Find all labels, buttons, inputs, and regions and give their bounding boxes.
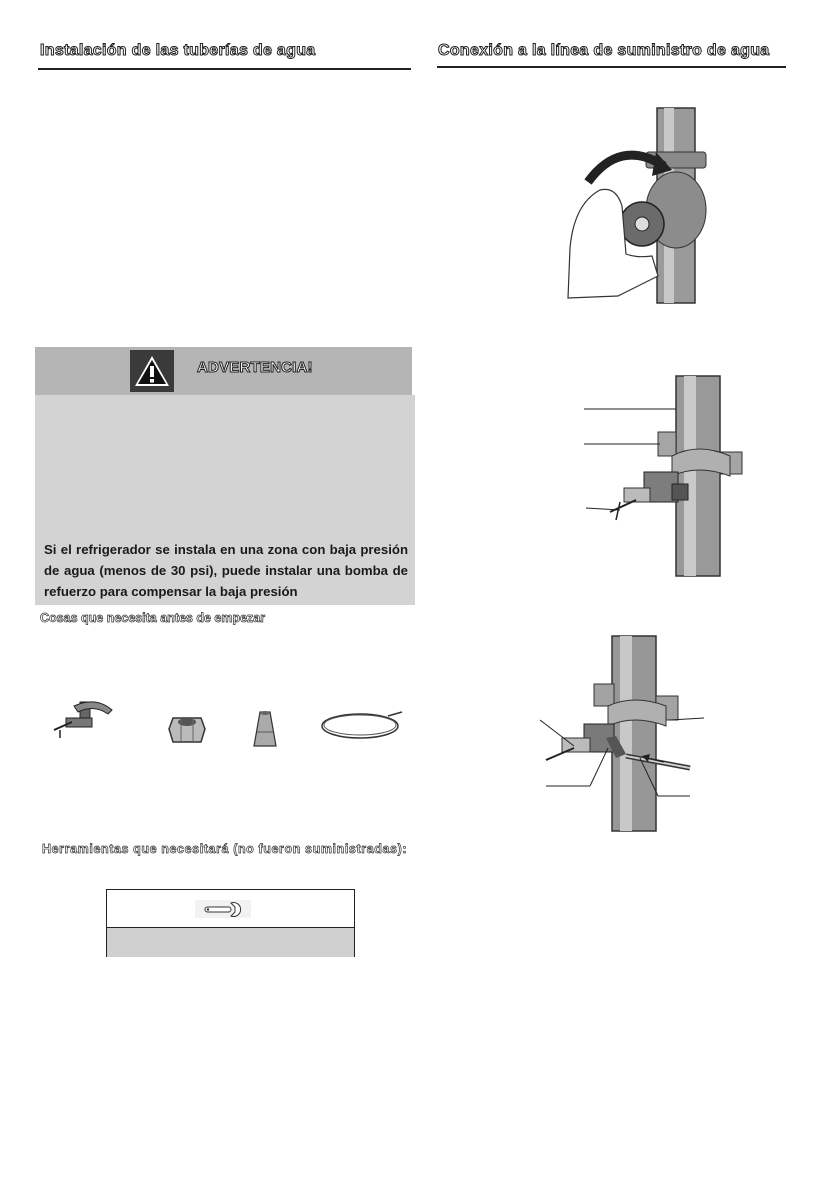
copper-tubing-coil-icon: [318, 708, 404, 742]
warning-triangle-icon: [130, 350, 174, 392]
ferrule-icon: [252, 710, 278, 750]
pipe-clamp-valve-icon: [52, 700, 118, 746]
shutoff-valve-figure: [560, 108, 720, 303]
tools-table-label-row: [107, 927, 354, 957]
saddle-valve-on-pipe-figure: [580, 376, 760, 576]
right-heading: Conexión a la línea de suministro de agua: [438, 42, 770, 59]
tubing-connection-figure: [540, 636, 700, 831]
tools-heading: Herramientas que necesitará (no fueron suministradas):: [42, 842, 408, 856]
tools-table: [106, 889, 355, 957]
left-heading: Instalación de las tuberías de agua: [40, 42, 316, 59]
adjustable-wrench-icon: [195, 900, 251, 918]
things-heading: Cosas que necesita antes de empezar: [40, 611, 266, 625]
warning-text: Si el refrigerador se instala en una zona con baja presión de agua (menos de 30 psi), puede instalar una bomba de refuerzo para compensar la baja presión: [44, 542, 408, 599]
right-heading-rule: [437, 66, 786, 68]
left-heading-rule: [38, 68, 411, 70]
nut-icon: [167, 712, 207, 746]
warning-title: ADVERTENCIA!: [197, 359, 313, 376]
